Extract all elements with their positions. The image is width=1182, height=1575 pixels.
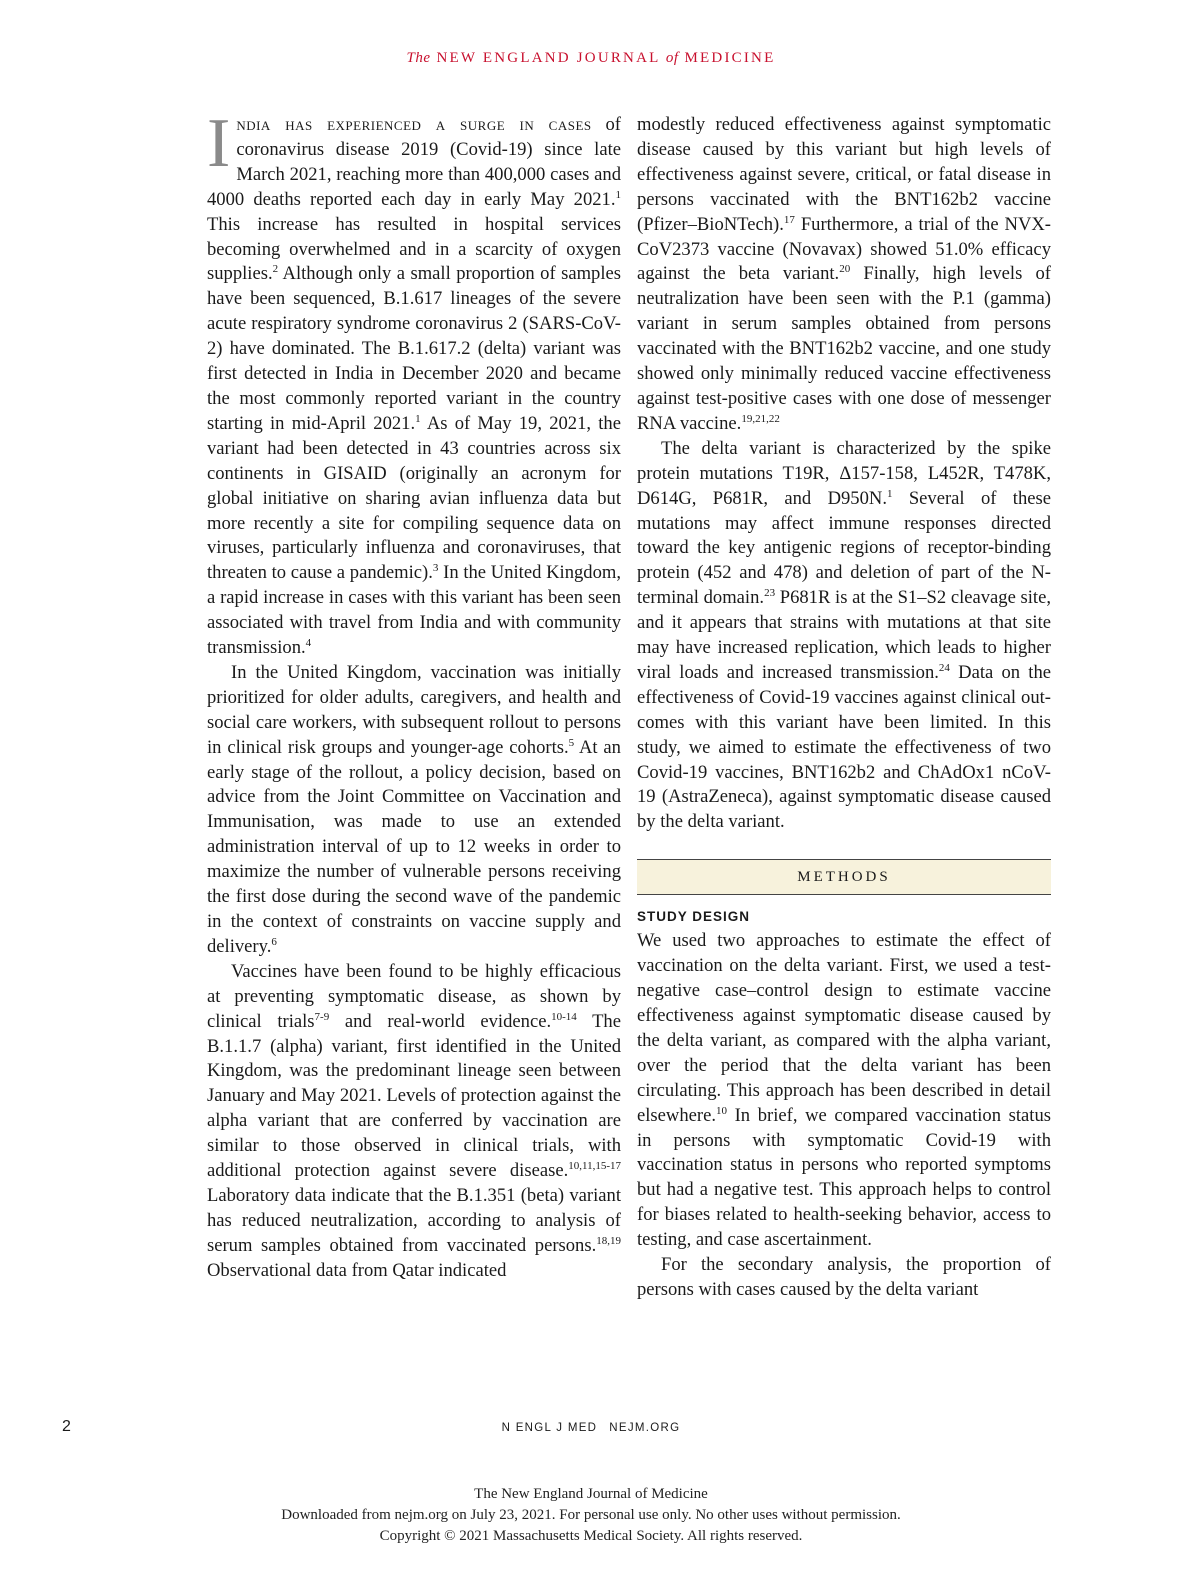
reference-link[interactable]: 19,21,22 — [741, 412, 780, 425]
reference-link[interactable]: 1 — [415, 412, 421, 425]
text-run: Observational data from Qatar indicated — [207, 1259, 507, 1281]
journal-abbrev: N ENGL J MED — [501, 1422, 598, 1434]
text-run: In the United Kingdom, vaccination was initially prioritized for older adults, caregivers, and health and social care workers, with subsequent rollout to persons in clinical risk groups and younger-age cohorts. — [207, 661, 621, 758]
text-run: Data on the effectiveness of Covid-19 vaccines against clinical outcomes with this variant have been limited. In this study, we aimed to estimate the effectiveness of two Covid-19 vaccines, BNT162b2 and ChAdOx1 nCoV-19 (AstraZeneca), against symptomatic disease caused by the delta variant. — [637, 661, 1051, 833]
left-column — [207, 105, 621, 1284]
page-number: 2 — [62, 1418, 71, 1435]
study-design-heading: STUDY DESIGN — [637, 909, 751, 925]
download-notice — [0, 1484, 1182, 1547]
text-run: of coronavirus disease 2019 (Covid-19) since late March 2021, reaching more than 400,000 cases and 4000 deaths reported each day in early May 2021. — [207, 114, 621, 210]
running-head-journal-b: MEDICINE — [684, 50, 776, 66]
text-run: P681R is at the S1–S2 cleavage site, and it appears that strains with mutations at that site may have increased replication, which leads to higher viral loads and increased transmission. — [637, 587, 1052, 683]
reference-link[interactable]: 6 — [271, 935, 277, 948]
methods-heading: METHODS — [637, 859, 1051, 895]
running-head-journal-a: NEW ENGLAND JOURNAL — [436, 50, 660, 66]
reference-link[interactable]: 18,19 — [596, 1234, 621, 1247]
vaccine-efficacy-paragraph — [207, 960, 621, 1284]
footer-journal — [0, 1422, 1182, 1434]
text-run: The B.1.1.7 (alpha) variant, first identified in the United Kingdom, was the predominant lineage seen between January and May 2021. Levels of protection against the alpha variant that are conferred by vaccination are similar to those observed in clinical trials, with additional protection against severe disease. — [207, 1010, 621, 1182]
reference-link[interactable]: 24 — [938, 661, 950, 674]
text-run: The delta variant is characterized by the spike protein mutations T19R, Δ157-158, L452R, T478K, D614G, P681R, and D950N. — [637, 437, 1051, 509]
intro-paragraph — [207, 105, 621, 661]
running-head — [0, 50, 1182, 67]
running-head-of: of — [665, 50, 679, 66]
reference-link[interactable]: 23 — [764, 587, 776, 600]
reference-link[interactable]: 10-14 — [551, 1010, 577, 1023]
text-run: We used two approaches to estimate the effect of vaccination on the delta variant. First, we used a test-negative case–control design to estimate vaccine effectiveness against symptomatic disease caused by the delta variant, as compared with the alpha variant, over the period that the delta variant has been circulating. This approach has been described in detail elsewhere. — [637, 930, 1051, 1126]
download-line-journal: The New England Journal of Medicine — [474, 1486, 708, 1502]
reference-link[interactable]: 1 — [886, 487, 893, 500]
running-head-the: The — [406, 50, 431, 66]
text-run: Vaccines have been found to be highly efficacious at preventing symptomatic disease, as shown by clinical trials — [207, 960, 621, 1032]
right-column — [637, 113, 1051, 1303]
text-run: Finally, high levels of neutralization have been seen with the P.1 (gamma) variant in serum samples obtained from persons vaccinated with the BNT162b2 vaccine, and one study showed only minimally reduced vaccine effectiveness against test-positive cases with one dose of messenger RNA vaccine. — [637, 263, 1051, 434]
reference-link[interactable]: 10,11,15-17 — [568, 1160, 621, 1173]
continued-paragraph — [637, 113, 1051, 437]
reference-link[interactable]: 1 — [615, 188, 621, 201]
text-run: In the United Kingdom, a rapid increase in cases with this variant has been seen associated with travel from India and with community transmission. — [207, 562, 621, 659]
reference-link[interactable]: 3 — [432, 562, 439, 575]
reference-link[interactable]: 17 — [783, 213, 795, 226]
text-run: modestly reduced effectiveness against symptomatic disease caused by this variant but high levels of effectiveness against severe, critical, or fatal disease in persons vaccinated with the BNT162b2 vaccine (Pfizer–BioNTech). — [637, 114, 1051, 235]
text-run: As of May 19, 2021, the variant had been detected in 43 countries across six continents in GISAID (originally an acronym for global initiative on sharing avian influenza data but more recently a site for compiling sequence data on viruses, particularly influenza and coronaviruses, that threaten to cause a pandemic). — [207, 412, 621, 584]
reference-link[interactable]: 10 — [715, 1104, 727, 1117]
lead-smallcaps: ndia has experienced a surge in cases — [236, 114, 592, 135]
text-run: Laboratory data indicate that the B.1.351 (beta) variant has reduced neutralization, according to analysis of serum samples obtained from vaccinated persons. — [207, 1184, 621, 1256]
secondary-analysis-paragraph: For the secondary analysis, the proportion of persons with cases caused by the delta variant — [637, 1254, 1051, 1300]
text-run: Several of these mutations may affect immune responses directed toward the key antigenic regions of receptor-binding protein (452 and 478) and deletion of part of the N-terminal domain. — [637, 487, 1051, 609]
download-line-permission: Downloaded from nejm.org on July 23, 2021. For personal use only. No other uses without permission. — [281, 1507, 901, 1523]
uk-vaccination-paragraph — [207, 661, 621, 960]
dropcap: I — [207, 105, 231, 182]
study-design-paragraph — [637, 929, 1051, 1253]
reference-link[interactable]: 20 — [839, 263, 851, 276]
download-line-copyright: Copyright © 2021 Massachusetts Medical Society. All rights reserved. — [379, 1528, 803, 1544]
reference-link[interactable]: 5 — [568, 736, 575, 749]
reference-link[interactable]: 4 — [305, 637, 312, 650]
delta-variant-paragraph — [637, 437, 1051, 836]
text-run: This increase has resulted in hospital services becoming overwhelmed and in a scarcity of oxygen supplies. — [207, 213, 621, 285]
reference-link[interactable]: 7-9 — [314, 1010, 330, 1023]
text-run: In brief, we compared vaccination status in persons with symptomatic Covid-19 with vaccination status in persons who reported symptoms but had a negative test. This approach helps to control for biases related to health-seeking behavior, access to testing, and case ascertainment. — [637, 1104, 1051, 1251]
journal-site: NEJM.ORG — [609, 1422, 681, 1434]
text-run: Furthermore, a trial of the NVX-CoV2373 vaccine (Novavax) showed 51.0% efficacy against the beta variant. — [637, 213, 1051, 285]
text-run: Although only a small proportion of samples have been sequenced, B.1.617 lineages of the severe acute respiratory syndrome coronavirus 2 (SARS-CoV-2) have dominated. The B.1.617.2 (delta) variant was first detected in India in December 2020 and became the most commonly reported variant in the country starting in mid-April 2021. — [207, 263, 621, 434]
text-run: At an early stage of the rollout, a policy decision, based on advice from the Joint Committee on Vaccination and Immunisation, was made to use an extended administration interval of up to 12 weeks in order to maximize the number of vulnerable persons receiving the first dose during the second wave of the pandemic in the context of constraints on vaccine supply and delivery. — [207, 736, 621, 957]
text-run: and real-world evidence. — [329, 1010, 552, 1032]
reference-link[interactable]: 2 — [272, 263, 279, 276]
